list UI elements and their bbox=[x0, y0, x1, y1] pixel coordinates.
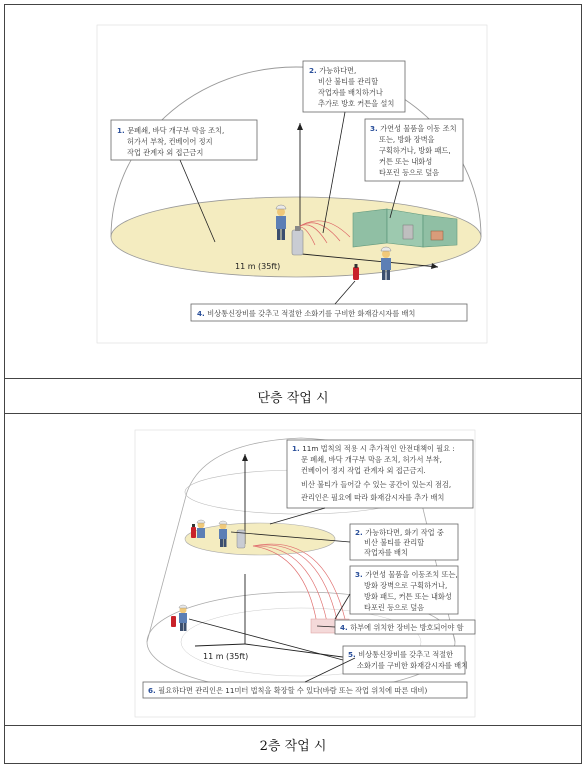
svg-text:비산 불티가 들어갈 수 있는 공간이 있는지 점검,: 비산 불티가 들어갈 수 있는 공간이 있는지 점검, bbox=[301, 480, 452, 489]
svg-text:5. 비상통신장비를 갖추고 적절한: 5. 비상통신장비를 갖추고 적절한 bbox=[348, 650, 454, 659]
callout-1 bbox=[111, 120, 257, 160]
svg-text:타포린 등으로 덮음: 타포린 등으로 덮음 bbox=[364, 603, 425, 612]
two-floor-panel bbox=[5, 414, 581, 725]
svg-text:작업자를 배치하거나: 작업자를 배치하거나 bbox=[318, 88, 383, 97]
svg-text:작업 관계자 외 접근금지: 작업 관계자 외 접근금지 bbox=[127, 148, 204, 157]
svg-text:허가서 부착, 컨베이어 정지: 허가서 부착, 컨베이어 정지 bbox=[127, 137, 213, 146]
callout-2 bbox=[350, 524, 458, 560]
hard-hat-worker-icon bbox=[219, 521, 227, 547]
two-floor-diagram bbox=[5, 414, 581, 725]
svg-text:소화기를 구비한 화재감시자를 배치: 소화기를 구비한 화재감시자를 배치 bbox=[357, 661, 469, 670]
svg-text:관리인은 필요에 따라 화재감시자를 추가 배치: 관리인은 필요에 따라 화재감시자를 추가 배치 bbox=[301, 493, 445, 502]
svg-text:6. 필요하다면 관리인은 11미터 법칙을 확장할 수 있: 6. 필요하다면 관리인은 11미터 법칙을 확장할 수 있다(바람 또는 작업 위치에 따른 대비) bbox=[148, 686, 428, 695]
svg-text:4. 하부에 위치한 장비는 방호되어야 함: 4. 하부에 위치한 장비는 방호되어야 함 bbox=[340, 623, 464, 632]
fire-extinguisher-icon bbox=[171, 616, 176, 627]
svg-text:컨베이어 정지 작업 관계자 외 접근금지.: 컨베이어 정지 작업 관계자 외 접근금지. bbox=[301, 466, 426, 475]
hard-hat-worker-icon bbox=[179, 605, 187, 631]
svg-text:3. 가연성 물품을 이동 조치: 3. 가연성 물품을 이동 조치 bbox=[370, 124, 457, 133]
svg-text:구획하거나, 방화 패드,: 구획하거나, 방화 패드, bbox=[379, 146, 451, 155]
callout-1 bbox=[287, 440, 473, 508]
svg-text:비산 불티를 관리할: 비산 불티를 관리할 bbox=[318, 77, 379, 86]
svg-text:2. 가능하다면,: 2. 가능하다면, bbox=[309, 66, 357, 75]
single-floor-caption: 단층 작업 시 bbox=[5, 378, 581, 414]
callout-2 bbox=[303, 61, 405, 112]
callout-3 bbox=[365, 119, 463, 181]
gas-cylinder-icon bbox=[292, 226, 303, 255]
callout-5 bbox=[343, 646, 468, 674]
single-floor-panel bbox=[5, 5, 581, 378]
svg-text:비산 불티를 관리할: 비산 불티를 관리할 bbox=[364, 538, 425, 547]
single-floor-diagram bbox=[5, 5, 581, 378]
two-floor-caption: 2층 작업 시 bbox=[5, 725, 581, 763]
svg-text:3. 가연성 물품을 이동조치 또는,: 3. 가연성 물품을 이동조치 또는, bbox=[355, 570, 458, 579]
figure-frame bbox=[4, 4, 582, 764]
svg-text:1. 문폐쇄, 바닥 개구부 막음 조치,: 1. 문폐쇄, 바닥 개구부 막음 조치, bbox=[117, 126, 225, 135]
callout-4 bbox=[191, 304, 467, 321]
hard-hat-worker-icon bbox=[197, 520, 205, 538]
svg-text:커튼 또는 내화성: 커튼 또는 내화성 bbox=[379, 157, 433, 166]
callout-4 bbox=[335, 620, 475, 634]
svg-text:타포린 등으로 덮음: 타포린 등으로 덮음 bbox=[379, 168, 440, 177]
svg-text:방화 패드, 커튼 또는 내화성: 방화 패드, 커튼 또는 내화성 bbox=[364, 592, 452, 601]
svg-text:4. 비상통신장비를 갖추고 적절한 소화기를 구비한 화재: 4. 비상통신장비를 갖추고 적절한 소화기를 구비한 화재감시자를 배치 bbox=[197, 309, 416, 318]
svg-text:작업자를 배치: 작업자를 배치 bbox=[364, 548, 408, 557]
callout-3 bbox=[350, 566, 458, 614]
svg-text:2. 가능하다면, 화기 작업 중: 2. 가능하다면, 화기 작업 중 bbox=[355, 528, 444, 537]
callout-6 bbox=[143, 682, 467, 698]
radius-label: 11 m (35ft) bbox=[203, 652, 249, 661]
svg-text:추가로 방호 커튼을 설치: 추가로 방호 커튼을 설치 bbox=[318, 99, 395, 108]
radius-label: 11 m (35ft) bbox=[235, 262, 281, 271]
svg-text:1. 11m 법칙의 적용 시 추가적인 안전대책이 필요: 1. 11m 법칙의 적용 시 추가적인 안전대책이 필요 : bbox=[292, 444, 455, 453]
svg-text:또는, 방화 장벽을: 또는, 방화 장벽을 bbox=[379, 135, 435, 144]
svg-text:방화 장벽으로 구획하거나,: 방화 장벽으로 구획하거나, bbox=[364, 581, 448, 590]
svg-text:문 폐쇄, 바닥 개구부 막음 조치, 허가서 부착,: 문 폐쇄, 바닥 개구부 막음 조치, 허가서 부착, bbox=[301, 455, 442, 464]
